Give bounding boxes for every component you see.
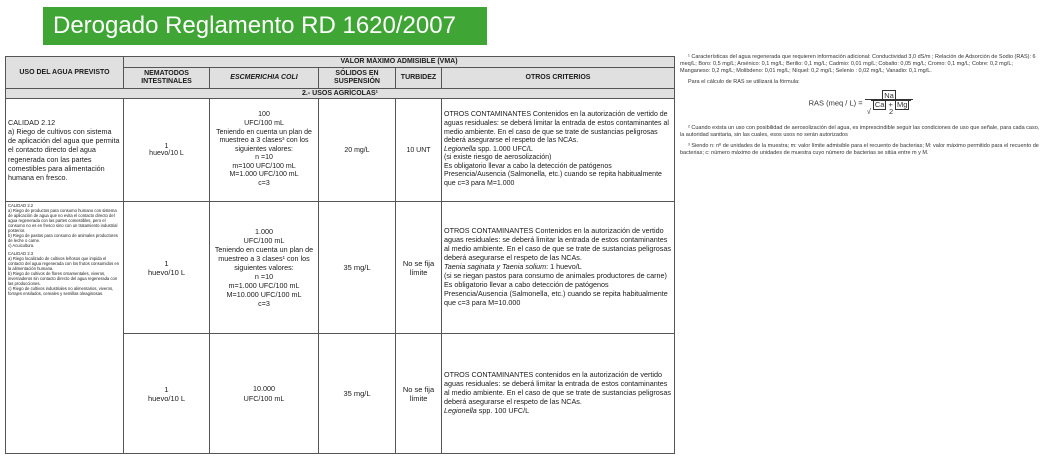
- row1-otros: [442, 99, 675, 202]
- row2-uso-b: CALIDAD 2.3 a) Riego localizado de cultivos leñosos que impida el contacto del agua regenerada con los frutos consumidos en la alimentación humana. b) Riego de cultivos de flores ornamentales, viveros, invernaderos sin contacto directo del agua regenerada con las producciones. c) Riego de cultivos industriales no alimentarios, viveros, forrajes ensilados, cereales y semillas oleaginosas.: [8, 251, 120, 296]
- formula-mg: Mg: [896, 100, 908, 109]
- header-nematodos: NEMATODOS INTESTINALES: [124, 68, 210, 89]
- row3-turbidez: No se fija límite: [396, 334, 442, 454]
- formula-ca: Ca: [874, 100, 885, 109]
- row3-nematodos: 1 huevo/10 L: [124, 334, 210, 454]
- header-otros: OTROS CRITERIOS: [442, 68, 675, 89]
- row1-turbidez: 10 UNT: [396, 99, 442, 202]
- row3-otros-legionella: Legionella: [444, 405, 477, 415]
- footnotes: [680, 54, 1042, 161]
- formula-lhs: RAS (meq / L) =: [808, 98, 863, 108]
- row1-nematodos: 1 huevo/10 L: [124, 99, 210, 202]
- header-valor-max: VALOR MÁXIMO ADMISIBLE (VMA): [124, 57, 675, 68]
- header-ecoli: ESCMERICHIA COLI: [210, 68, 319, 89]
- row2-nematodos: 1 huevo/10 L: [124, 202, 210, 334]
- footnote-2: ² Cuando exista un uso con posibilidad de aerosolización del agua, es imprescindible seguir las condiciones de uso que señale, para cada caso, la autoridad sanitaria, sin las cuales, esos usos no serán autorizados: [680, 125, 1040, 138]
- regulation-table: [5, 56, 674, 454]
- row3-otros-a: OTROS CONTAMINANTES contenidos en la autorización de vertido aguas residuales: se deberá limitar la entrada de estos contaminantes al medio ambiente. En el caso de que se trate de sustancias peligrosas deberá asegurarse el respeto de las NCAs.: [444, 370, 671, 406]
- row2-otros-a: OTROS CONTAMINANTES Contenidos en la autorización de vertido aguas residuales: se deberá limitar la entrada de estos contaminantes al medio ambiente. En el caso de que se trate de sustancias peligrosas deberá asegurarse el respeto de las NCAs.: [444, 226, 671, 263]
- footnote-1: ¹ Características del agua regenerada que requieren información adicional: Conductividad 3,0 dS/m ; Relación de Adsorción de Sodio (RAS): 6 meq/L; Boro: 0,5 mg/L; Arsénico: 0,1 mg/L; Berilio: 0,1 mg/L; Cadmio: 0,01 mg/L; Cobalto: 0,05 mg/L; Cromo: 0,1 mg/L; Cobre: 0,2 mg/L; Manganeso: 0,2 mg/L; Molibdeno: 0,01 mg/L; Níquel: 0,2 mg/L; Selenio : 0,02 mg/L; Vanadio: 0,1 mg/L.: [680, 54, 1036, 74]
- row3-ecoli: 10.000 UFC/100 mL: [210, 334, 319, 454]
- row1-solidos: 20 mg/L: [319, 99, 396, 202]
- header-turbidez: TURBIDEZ: [396, 68, 442, 89]
- row2-otros-b: : 1 huevo/L (si se riegan pastos para consumo de animales productores de carne) Es obligatorio llevar a cabo detección de patógenos Presencia/Ausencia (Salmonella, etc.) cuando se repita habitualmente que c=3 para M=10.000: [444, 262, 668, 307]
- row2-uso-a: CALIDAD 2.2 a) Riego de productos para consumo humano con sistema de aplicación de agua que no evita el contacto directo del agua regenerada con las partes comestibles, pero el consumo no es en fresco sino con un tratamiento industrial posterior. b) Riego de pastos para consumo de animales productores de leche o carne. c) Acuicultura.: [8, 203, 118, 248]
- row2-uso: [6, 202, 124, 454]
- row1-uso: CALIDAD 2.12 a) Riego de cultivos con sistema de aplicación del agua que permita el contacto directo del agua regenerada con las partes comestibles para alimentación humana en fresco.: [6, 99, 124, 202]
- row3-otros-b: spp. 100 UFC/L: [476, 405, 530, 415]
- row1-otros-a: OTROS CONTAMINANTES Contenidos en la autorización de vertido de aguas residuales: se deberá limitar la entrada de estos contaminantes al medio ambiente. En el caso de que se trate de sustancias peligrosas deberá asegurarse el respeto de las NCAs.: [444, 111, 669, 145]
- formula-num: Na: [884, 91, 894, 100]
- row2-solidos: 35 mg/L: [319, 202, 396, 334]
- row3-solidos: 35 mg/L: [319, 334, 396, 454]
- row3-otros: [442, 334, 675, 454]
- row2-otros: [442, 202, 675, 334]
- footnote-1b: Para el cálculo de RAS se utilizará la fórmula:: [688, 79, 800, 85]
- page-title: Derogado Reglamento RD 1620/2007: [43, 7, 487, 45]
- footnote-3: ³ Siendo n: nº de unidades de la muestra; m: valor límite admisible para el recuento de bacterias; M: valor máximo permitido para el recuento de bacterias; c: número máximo de unidades de muestra cuyo número de bacterias se sitúa entre m y M.: [680, 143, 1039, 156]
- header-uso: USO DEL AGUA PREVISTO: [6, 57, 124, 89]
- row2-otros-taenia: Taenia saginata y Taenia solium: [444, 262, 547, 272]
- row2-ecoli: 1.000 UFC/100 mL Teniendo en cuenta un plan de muestreo a 3 clases¹ con los siguientes valores: n =10 m=1.000 UFC/100 mL M=10.000 UFC/100 mL c=3: [210, 202, 319, 334]
- ras-formula: RAS (meq / L) = Na √Ca + Mg 2: [680, 92, 1042, 115]
- row1-otros-b: spp. 1.000 UFC/L (si existe riesgo de aerosolización) Es obligatorio llevar a cabo la detección de patógenos Presencia/Ausencia (Salmonella, etc.) cuando se repita habitualmente que c=3 para M=1.000: [444, 145, 662, 188]
- row1-ecoli: 100 UFC/100 mL Teniendo en cuenta un plan de muestreo a 3 clases³ con los siguientes valores: n =10 m=100 UFC/100 mL M=1.000 UFC/100 mL c=3: [210, 99, 319, 202]
- section-usos-agricolas: 2.- USOS AGRÍCOLAS¹: [6, 89, 675, 99]
- row1-otros-legionella: Legionella: [444, 145, 476, 153]
- formula-den-2: 2: [889, 107, 894, 116]
- header-solidos: SÓLIDOS EN SUSPENSIÓN: [319, 68, 396, 89]
- row2-turbidez: No se fija límite: [396, 202, 442, 334]
